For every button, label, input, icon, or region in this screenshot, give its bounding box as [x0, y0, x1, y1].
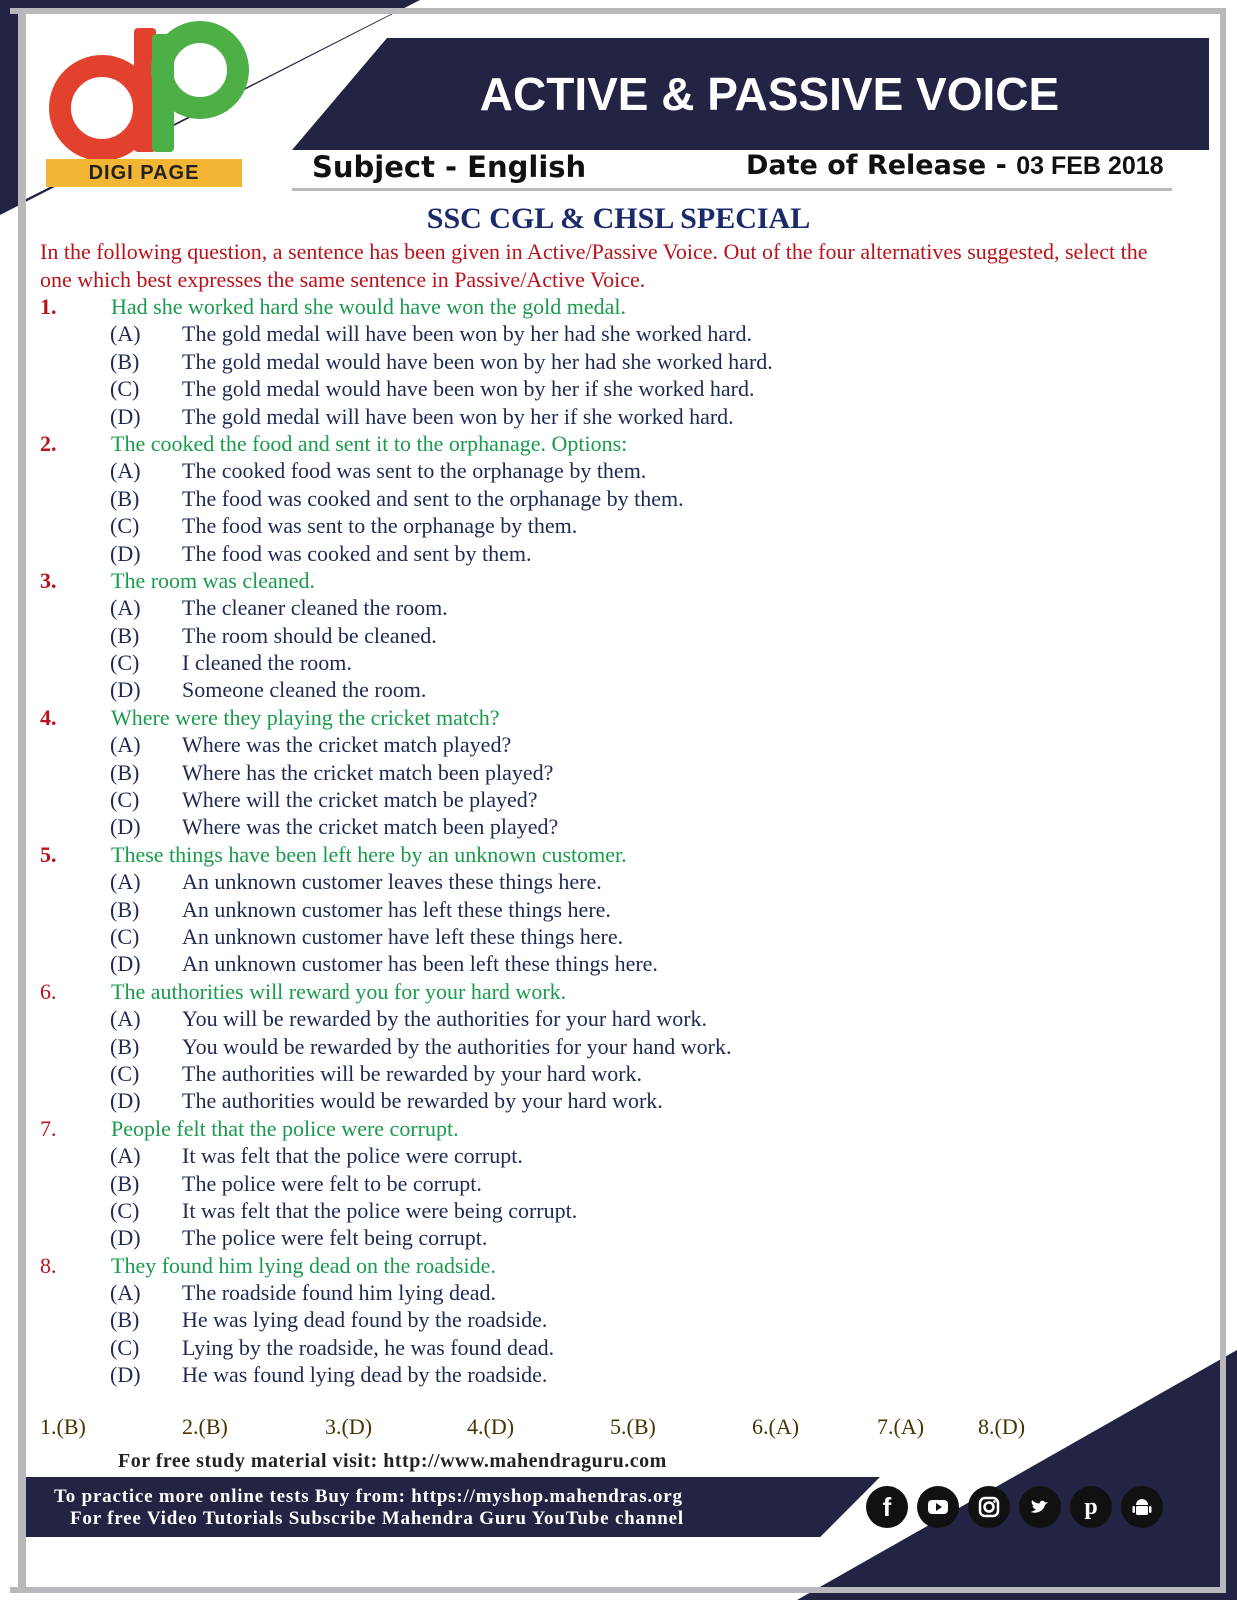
option-text: Someone cleaned the room.: [182, 677, 427, 703]
option-text: The gold medal would have been won by her if she worked hard.: [182, 376, 755, 402]
option-row: [40, 1005, 1190, 1032]
answer-item: 6.(A): [752, 1414, 800, 1439]
option-row: [40, 923, 1190, 950]
answer-item: 8.(D): [978, 1414, 1026, 1439]
question-list: [40, 293, 1190, 1389]
question-row: [40, 1252, 1190, 1279]
twitter-icon[interactable]: [1019, 1486, 1061, 1528]
option-row: [40, 1361, 1190, 1388]
social-icons: [866, 1486, 1163, 1530]
release-date: 03 FEB 2018: [1016, 152, 1164, 180]
page-title: ACTIVE & PASSIVE VOICE: [479, 68, 1060, 120]
question-number: 8.: [40, 1252, 57, 1278]
option-label: (B): [110, 622, 140, 648]
release-label: Date of Release -: [746, 150, 1017, 181]
option-text: The cleaner cleaned the room.: [182, 595, 448, 621]
option-label: (B): [110, 1307, 140, 1333]
option-text: The police were felt to be corrupt.: [182, 1170, 482, 1196]
option-label: (D): [110, 540, 141, 566]
question-number: 5.: [40, 841, 57, 867]
option-text: The authorities would be rewarded by your hard work.: [182, 1088, 663, 1114]
option-row: [40, 485, 1190, 512]
answer-key: [40, 1414, 1190, 1444]
option-label: (A): [110, 1006, 141, 1032]
question-number: 2.: [40, 430, 57, 456]
option-text: An unknown customer has left these things here.: [182, 896, 611, 922]
facebook-icon[interactable]: f: [866, 1486, 908, 1528]
option-row: [40, 348, 1190, 375]
option-text: It was felt that the police were corrupt.: [182, 1143, 523, 1169]
option-row: [40, 868, 1190, 895]
answer-item: 1.(B): [40, 1414, 86, 1439]
option-text: Lying by the roadside, he was found dead.: [182, 1334, 555, 1360]
video-tutorials-text[interactable]: For free Video Tutorials Subscribe Mahendra Guru YouTube channel: [70, 1508, 684, 1529]
option-row: [40, 759, 1190, 786]
question-text: These things have been left here by an unknown customer.: [111, 841, 627, 867]
android-icon[interactable]: [1121, 1486, 1163, 1528]
option-text: I cleaned the room.: [182, 650, 352, 676]
option-row: [40, 731, 1190, 758]
question-row: [40, 841, 1190, 868]
option-label: (A): [110, 732, 141, 758]
option-label: (A): [110, 321, 141, 347]
question-row: [40, 430, 1190, 457]
option-text: The food was cooked and sent by them.: [182, 540, 532, 566]
option-text: An unknown customer has been left these things here.: [182, 951, 658, 977]
answer-item: 3.(D): [325, 1414, 373, 1439]
option-row: [40, 512, 1190, 539]
option-row: [40, 1170, 1190, 1197]
question-number: 6.: [40, 978, 57, 1004]
option-label: (B): [110, 1170, 140, 1196]
option-row: [40, 1087, 1190, 1114]
option-text: The food was sent to the orphanage by them.: [182, 513, 578, 539]
option-label: (C): [110, 1197, 140, 1223]
option-row: [40, 1279, 1190, 1306]
option-row: [40, 950, 1190, 977]
option-text: The room should be cleaned.: [182, 622, 437, 648]
option-text: He was found lying dead by the roadside.: [182, 1362, 548, 1388]
option-text: The food was cooked and sent to the orphanage by them.: [182, 485, 684, 511]
option-row: [40, 1033, 1190, 1060]
option-text: The roadside found him lying dead.: [182, 1280, 497, 1306]
option-row: [40, 813, 1190, 840]
question-row: [40, 1115, 1190, 1142]
option-text: The gold medal will have been won by her if she worked hard.: [182, 403, 734, 429]
question-row: [40, 704, 1190, 731]
question-row: [40, 293, 1190, 320]
subject-label: Subject - English: [312, 150, 587, 184]
option-row: [40, 1334, 1190, 1361]
option-row: [40, 649, 1190, 676]
option-text: Where was the cricket match played?: [182, 732, 512, 758]
option-text: You will be rewarded by the authorities for your hard work.: [182, 1006, 708, 1032]
option-label: (D): [110, 403, 141, 429]
dp-logo-icon: [40, 20, 250, 160]
option-row: [40, 786, 1190, 813]
option-label: (D): [110, 1362, 141, 1388]
option-text: Where has the cricket match been played?: [182, 759, 554, 785]
question-text: Had she worked hard she would have won the gold medal.: [111, 294, 627, 319]
option-label: (B): [110, 1033, 140, 1059]
option-text: The cooked food was sent to the orphanage by them.: [182, 458, 647, 484]
question-number: 1.: [40, 294, 57, 319]
question-text: They found him lying dead on the roadside.: [111, 1252, 496, 1278]
option-label: (C): [110, 1060, 140, 1086]
instagram-icon[interactable]: [968, 1486, 1010, 1528]
option-label: (C): [110, 1334, 140, 1360]
option-label: (A): [110, 869, 141, 895]
option-label: (C): [110, 923, 140, 949]
option-label: (C): [110, 376, 140, 402]
question-row: [40, 567, 1190, 594]
option-label: (A): [110, 595, 141, 621]
option-row: [40, 676, 1190, 703]
option-label: (B): [110, 759, 140, 785]
header-divider: [292, 188, 1172, 191]
study-material-link[interactable]: For free study material visit: http://www.mahendraguru.com: [118, 1450, 667, 1472]
option-label: (B): [110, 896, 140, 922]
option-label: (D): [110, 677, 141, 703]
page-frame-left: [18, 8, 26, 1593]
question-text: Where were they playing the cricket match?: [111, 704, 500, 730]
option-label: (A): [110, 1143, 141, 1169]
option-text: An unknown customer have left these things here.: [182, 923, 624, 949]
option-label: (A): [110, 1280, 141, 1306]
digi-page-logo: [40, 20, 250, 190]
option-text: The authorities will be rewarded by your hard work.: [182, 1060, 643, 1086]
option-row: [40, 320, 1190, 347]
option-row: [40, 457, 1190, 484]
option-text: The gold medal would have been won by her had she worked hard.: [182, 348, 773, 374]
answer-item: 2.(B): [182, 1414, 228, 1439]
answer-item: 4.(D): [467, 1414, 515, 1439]
option-row: [40, 1306, 1190, 1333]
answer-item: 7.(A): [877, 1414, 925, 1439]
option-text: The police were felt being corrupt.: [182, 1225, 488, 1251]
option-row: [40, 375, 1190, 402]
logo-label: DIGI PAGE: [46, 159, 242, 187]
option-label: (B): [110, 485, 140, 511]
option-label: (C): [110, 650, 140, 676]
answer-item: 5.(B): [610, 1414, 656, 1439]
youtube-icon[interactable]: [917, 1486, 959, 1528]
option-text: Where will the cricket match be played?: [182, 787, 538, 813]
question-text: The authorities will reward you for your hard work.: [111, 978, 567, 1004]
question-number: 7.: [40, 1115, 57, 1141]
option-row: [40, 594, 1190, 621]
option-row: [40, 896, 1190, 923]
question-number: 4.: [40, 704, 57, 730]
option-row: [40, 540, 1190, 567]
option-row: [40, 403, 1190, 430]
question-text: People felt that the police were corrupt.: [111, 1115, 459, 1141]
option-text: An unknown customer leaves these things here.: [182, 869, 602, 895]
pinterest-icon[interactable]: p: [1070, 1486, 1112, 1528]
option-text: Where was the cricket match been played?: [182, 814, 559, 840]
option-row: [40, 1197, 1190, 1224]
question-number: 3.: [40, 567, 57, 593]
option-row: [40, 622, 1190, 649]
option-text: You would be rewarded by the authorities for your hand work.: [182, 1033, 732, 1059]
option-label: (D): [110, 1225, 141, 1251]
option-label: (C): [110, 513, 140, 539]
option-row: [40, 1224, 1190, 1251]
option-label: (D): [110, 951, 141, 977]
option-row: [40, 1060, 1190, 1087]
question-text: The cooked the food and sent it to the orphanage. Options:: [111, 430, 628, 456]
option-text: The gold medal will have been won by her had she worked hard.: [182, 321, 752, 347]
option-text: It was felt that the police were being corrupt.: [182, 1197, 578, 1223]
practice-link[interactable]: To practice more online tests Buy from: https://myshop.mahendras.org: [54, 1486, 683, 1507]
option-label: (D): [110, 1088, 141, 1114]
special-heading: SSC CGL & CHSL SPECIAL: [426, 202, 811, 235]
option-label: (D): [110, 814, 141, 840]
option-text: He was lying dead found by the roadside.: [182, 1307, 548, 1333]
question-text: The room was cleaned.: [111, 567, 316, 593]
option-label: (C): [110, 787, 140, 813]
instructions: In the following question, a sentence has been given in Active/Passive Voice. Out of the four alternatives suggested, select the one which best expresses the same sentence in Passive/Active Voice.: [40, 239, 1148, 292]
option-row: [40, 1142, 1190, 1169]
option-label: (B): [110, 348, 140, 374]
option-label: (A): [110, 458, 141, 484]
release-info: [746, 150, 1164, 181]
question-row: [40, 978, 1190, 1005]
